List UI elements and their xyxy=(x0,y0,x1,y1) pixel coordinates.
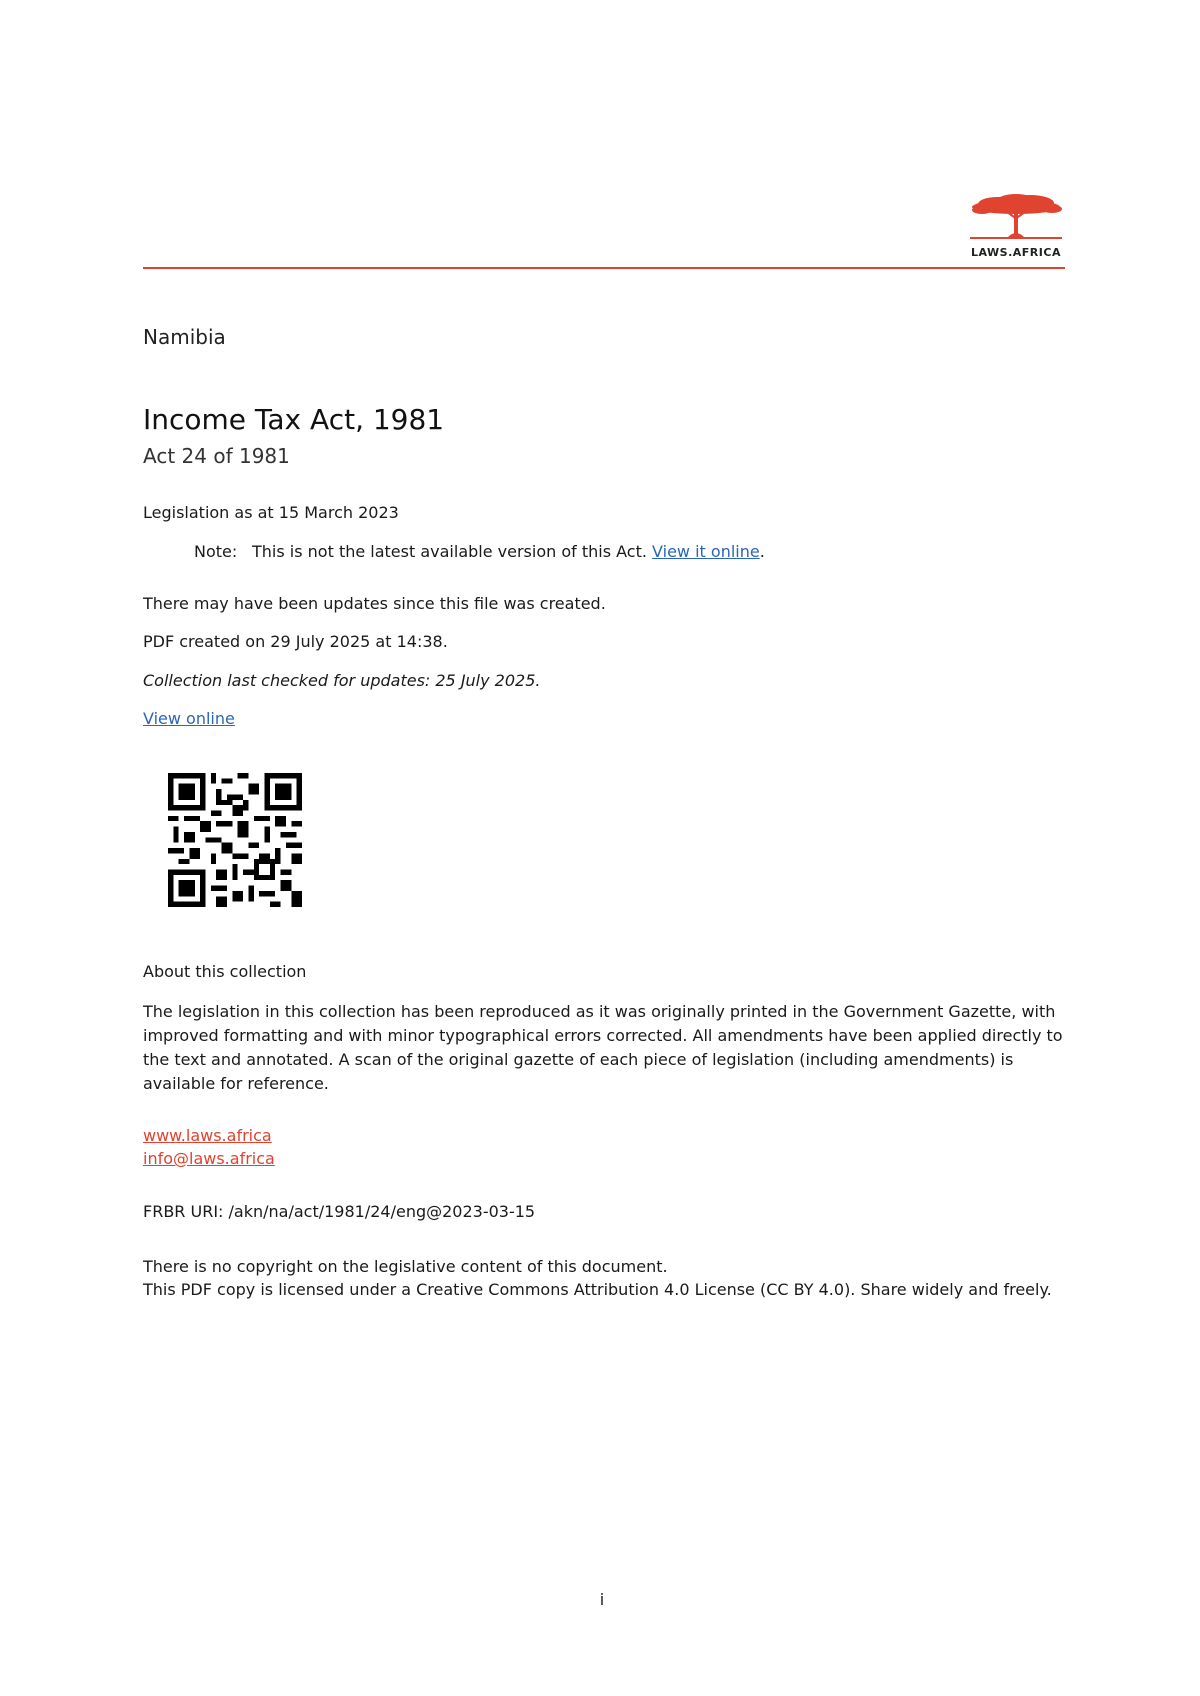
email-link[interactable]: info@laws.africa xyxy=(143,1149,275,1168)
note-message: This is not the latest available version of this Act. xyxy=(252,542,647,561)
copyright-notice: There is no copyright on the legislative content of this document. xyxy=(143,1257,668,1276)
about-heading: About this collection xyxy=(143,962,307,981)
header-divider xyxy=(143,267,1065,269)
license-notice: This PDF copy is licensed under a Creative Commons Attribution 4.0 License (CC BY 4.0). Share widely and freely. xyxy=(143,1280,1052,1299)
frbr-uri: FRBR URI: /akn/na/act/1981/24/eng@2023-03-15 xyxy=(143,1202,536,1221)
view-it-online-link[interactable]: View it online xyxy=(652,542,760,561)
note-period: . xyxy=(759,542,765,561)
qr-code-icon xyxy=(168,773,302,907)
qr-code[interactable] xyxy=(168,773,302,907)
act-number: Act 24 of 1981 xyxy=(143,444,290,468)
about-body: The legislation in this collection has been reproduced as it was originally printed in the Government Gazette, with improved formatting and with minor typographical errors corrected. All amendments have been applied directly to the text and annotated. A scan of the original gazette of each piece of legislation (including amendments) is available for reference. xyxy=(143,1002,1063,1093)
updates-notice: There may have been updates since this file was created. xyxy=(143,594,606,613)
note-label: Note: xyxy=(194,542,238,561)
logo-text: LAWS.AFRICA xyxy=(971,246,1061,259)
pdf-created: PDF created on 29 July 2025 at 14:38. xyxy=(143,632,448,651)
collection-checked: Collection last checked for updates: 25 July 2025. xyxy=(143,671,541,690)
view-online-link[interactable]: View online xyxy=(143,709,235,728)
document-title: Income Tax Act, 1981 xyxy=(143,403,445,436)
country: Namibia xyxy=(143,325,226,349)
page-number: i xyxy=(599,1590,605,1609)
website-link[interactable]: www.laws.africa xyxy=(143,1126,272,1145)
legislation-date: Legislation as at 15 March 2023 xyxy=(143,503,399,522)
laws-africa-logo xyxy=(968,193,1064,263)
acacia-tree-icon xyxy=(968,193,1064,245)
note-text xyxy=(252,542,765,561)
